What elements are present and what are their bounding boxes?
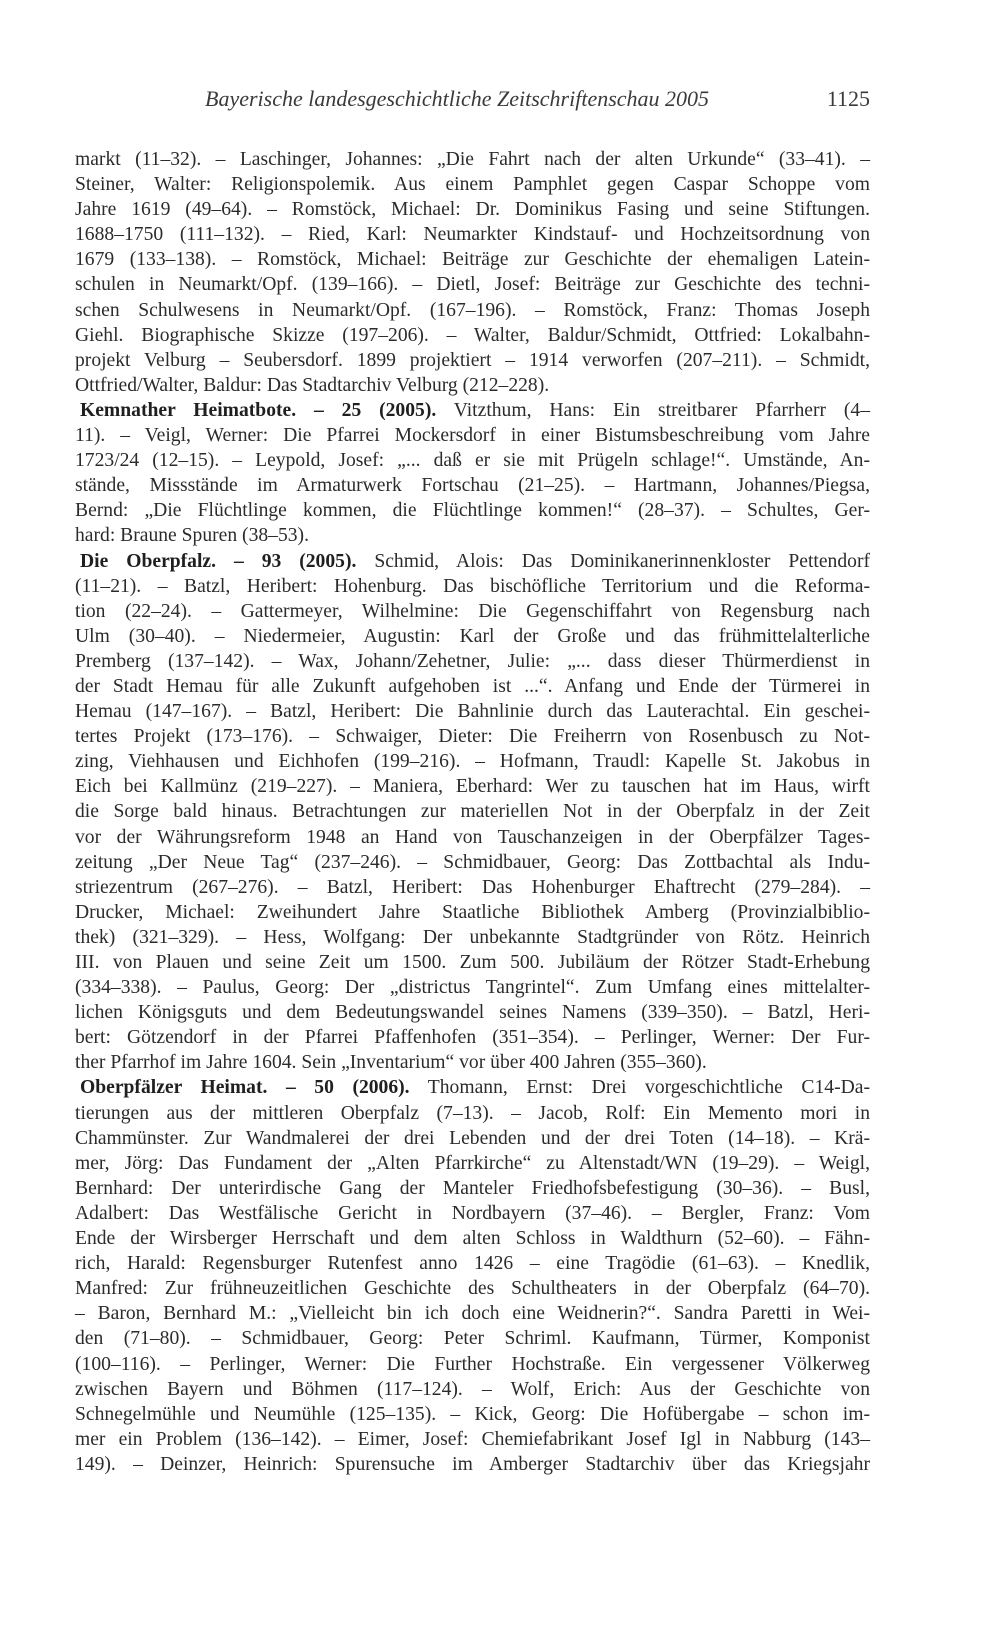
journal-title: Oberpfälzer Heimat. – 50 (2006). xyxy=(80,1077,410,1099)
text-line xyxy=(75,247,870,272)
line-text: die Sorge bald hinaus. Betrachtungen zur materiellen Not in der Oberpfalz in der Zeit xyxy=(75,801,870,823)
line-text: schen Schulwesens in Neumarkt/Opf. (167–196). – Romstöck, Franz: Thomas Joseph xyxy=(75,299,870,321)
line-text: 1679 (133–138). – Romstöck, Michael: Beiträge zur Geschichte der ehemaligen Latein- xyxy=(75,249,870,271)
line-text: vor der Währungsreform 1948 an Hand von Tauschanzeigen in der Oberpfälzer Tages- xyxy=(75,826,870,848)
text-line xyxy=(75,599,870,624)
line-text: Ulm (30–40). – Niedermeier, Augustin: Karl der Große und das frühmittelalterliche xyxy=(75,625,870,647)
text-line xyxy=(75,147,870,172)
text-line xyxy=(75,724,870,749)
text-line xyxy=(75,323,870,348)
line-text: 11). – Veigl, Werner: Die Pfarrei Mockersdorf in einer Bistumsbeschreibung vom Jahre xyxy=(75,425,870,447)
text-line xyxy=(75,925,870,950)
line-text: Thomann, Ernst: Drei vorgeschichtliche C14-Da- xyxy=(409,1077,870,1099)
line-text: Schmid, Alois: Das Dominikanerinnenkloster Pettendorf xyxy=(356,550,871,572)
text-line xyxy=(75,1251,870,1276)
line-text: ther Pfarrhof im Jahre 1604. Sein „Inventarium“ vor über 400 Jahren (355–360). xyxy=(75,1052,707,1074)
text-line xyxy=(75,1201,870,1226)
text-line xyxy=(75,222,870,247)
text-line xyxy=(75,975,870,1000)
text-line xyxy=(75,799,870,824)
journal-title: Kemnather Heimatbote. – 25 (2005). xyxy=(80,399,437,421)
line-text: Ende der Wirsberger Herrschaft und dem alten Schloss in Waldthurn (52–60). – Fähn- xyxy=(75,1228,870,1250)
text-line xyxy=(75,172,870,197)
line-text: 1688–1750 (111–132). – Ried, Karl: Neumarkter Kindstauf- und Hochzeitsordnung von xyxy=(75,224,870,246)
text-line xyxy=(75,1025,870,1050)
text-line xyxy=(75,1176,870,1201)
line-text: rich, Harald: Regensburger Rutenfest anno 1426 – eine Tragödie (61–63). – Knedlik, xyxy=(75,1253,870,1275)
text-line xyxy=(75,1151,870,1176)
line-text: Adalbert: Das Westfälische Gericht in Nordbayern (37–46). – Bergler, Franz: Vom xyxy=(75,1202,870,1224)
line-text: Giehl. Biographische Skizze (197–206). – Walter, Baldur/Schmidt, Ottfried: Lokalbahn- xyxy=(75,324,870,346)
line-text: Bernd: „Die Flüchtlinge kommen, die Flüchtlinge kommen!“ (28–37). – Schultes, Ger- xyxy=(75,500,870,522)
line-text: Ottfried/Walter, Baldur: Das Stadtarchiv Velburg (212–228). xyxy=(75,374,550,396)
line-text: thek) (321–329). – Hess, Wolfgang: Der unbekannte Stadtgründer von Rötz. Heinrich xyxy=(75,926,870,948)
line-text: striezentrum (267–276). – Batzl, Heribert: Das Hohenburger Ehaftrecht (279–284). – xyxy=(75,876,870,898)
line-text: stände, Missstände im Armaturwerk Fortschau (21–25). – Hartmann, Johannes/Piegsa, xyxy=(75,475,870,497)
text-line xyxy=(75,1050,870,1075)
line-text: mer, Jörg: Das Fundament der „Alten Pfarrkirche“ zu Altenstadt/WN (19–29). – Weigl, xyxy=(75,1152,870,1174)
line-text: (100–116). – Perlinger, Werner: Die Further Hochstraße. Ein vergessener Völkerweg xyxy=(75,1353,870,1375)
line-text: zeitung „Der Neue Tag“ (237–246). – Schmidbauer, Georg: Das Zottbachtal als Indu- xyxy=(75,851,870,873)
text-line xyxy=(75,1126,870,1151)
line-text: – Baron, Bernhard M.: „Vielleicht bin ich doch eine Weidnerin?“. Sandra Paretti in Wei- xyxy=(75,1303,870,1325)
text-line xyxy=(75,298,870,323)
text-line xyxy=(75,1402,870,1427)
line-text: 1723/24 (12–15). – Leypold, Josef: „... daß er sie mit Prügeln schlage!“. Umstände, An- xyxy=(75,450,870,472)
line-text: schulen in Neumarkt/Opf. (139–166). – Dietl, Josef: Beiträge zur Geschichte des techni- xyxy=(75,274,870,296)
text-line xyxy=(75,950,870,975)
text-line xyxy=(75,574,870,599)
line-text: Eich bei Kallmünz (219–227). – Maniera, Eberhard: Wer zu tauschen hat im Haus, wirft xyxy=(75,776,870,798)
line-text: Manfred: Zur frühneuzeitlichen Geschichte des Schultheaters in der Oberpfalz (64–70). xyxy=(75,1278,870,1300)
line-text: Chammünster. Zur Wandmalerei der drei Lebenden und der drei Toten (14–18). – Krä- xyxy=(75,1127,870,1149)
line-text: lichen Königsguts und dem Bedeutungswandel seines Namens (339–350). – Batzl, Heri- xyxy=(75,1002,870,1024)
line-text: den (71–80). – Schmidbauer, Georg: Peter Schriml. Kaufmann, Türmer, Komponist xyxy=(75,1328,870,1350)
page-number: 1125 xyxy=(826,86,870,111)
text-line xyxy=(75,699,870,724)
text-line xyxy=(75,1000,870,1025)
line-text: tion (22–24). – Gattermeyer, Wilhelmine: Die Gegenschiffahrt von Regensburg nach xyxy=(75,600,870,622)
text-line xyxy=(75,448,870,473)
running-header xyxy=(205,86,870,116)
text-line xyxy=(75,498,870,523)
line-text: Premberg (137–142). – Wax, Johann/Zehetner, Julie: „... dass dieser Thürmerdienst in xyxy=(75,650,870,672)
text-line xyxy=(75,423,870,448)
journal-entry-heading-line xyxy=(75,1075,870,1100)
text-line xyxy=(75,373,870,398)
line-text: hard: Braune Spuren (38–53). xyxy=(75,525,309,547)
text-line xyxy=(75,197,870,222)
line-text: zwischen Bayern und Böhmen (117–124). – Wolf, Erich: Aus der Geschichte von xyxy=(75,1378,870,1400)
line-text: Schnegelmühle und Neumühle (125–135). – Kick, Georg: Die Hofübergabe – schon im- xyxy=(75,1403,870,1425)
line-text: Steiner, Walter: Religionspolemik. Aus einem Pamphlet gegen Caspar Schoppe vom xyxy=(75,174,870,196)
bibliography-text xyxy=(75,147,870,1477)
text-line xyxy=(75,1352,870,1377)
text-line xyxy=(75,749,870,774)
text-line xyxy=(75,900,870,925)
text-line xyxy=(75,1377,870,1402)
line-text: (334–338). – Paulus, Georg: Der „districtus Tangrintel“. Zum Umfang eines mittelalter- xyxy=(75,977,870,999)
text-line xyxy=(75,272,870,297)
journal-entry-heading-line xyxy=(75,549,870,574)
line-text: markt (11–32). – Laschinger, Johannes: „Die Fahrt nach der alten Urkunde“ (33–41). – xyxy=(75,149,870,170)
journal-title: Die Oberpfalz. – 93 (2005). xyxy=(80,550,357,572)
text-line xyxy=(75,523,870,548)
text-line xyxy=(75,1226,870,1251)
line-text: Hemau (147–167). – Batzl, Heribert: Die Bahnlinie durch das Lauterachtal. Ein geschei- xyxy=(75,701,870,723)
text-line xyxy=(75,850,870,875)
line-text: tertes Projekt (173–176). – Schwaiger, Dieter: Die Freiherrn von Rosenbusch zu Not- xyxy=(75,726,870,748)
line-text: III. von Plauen und seine Zeit um 1500. Zum 500. Jubiläum der Rötzer Stadt-Erhebung xyxy=(75,952,870,973)
line-text: projekt Velburg – Seubersdorf. 1899 projektiert – 1914 verworfen (207–211). – Schmidt, xyxy=(75,349,870,371)
text-line xyxy=(75,875,870,900)
line-text: tierungen aus der mittleren Oberpfalz (7–13). – Jacob, Rolf: Ein Memento mori in xyxy=(75,1102,870,1124)
text-line xyxy=(75,674,870,699)
text-line xyxy=(75,774,870,799)
text-line xyxy=(75,348,870,373)
running-title: Bayerische landesgeschichtliche Zeitschriftenschau 2005 xyxy=(205,86,710,111)
text-line xyxy=(75,1452,870,1477)
line-text: bert: Götzendorf in der Pfarrei Pfaffenhofen (351–354). – Perlinger, Werner: Der Fur- xyxy=(75,1027,870,1049)
text-line xyxy=(75,1276,870,1301)
text-line xyxy=(75,1101,870,1126)
text-line xyxy=(75,1301,870,1326)
line-text: der Stadt Hemau für alle Zukunft aufgehoben ist ...“. Anfang und Ende der Türmerei in xyxy=(75,675,870,697)
line-text: mer ein Problem (136–142). – Eimer, Josef: Chemiefabrikant Josef Igl in Nabburg (143– xyxy=(75,1428,870,1450)
text-line xyxy=(75,624,870,649)
line-text: Vitzthum, Hans: Ein streitbarer Pfarrherr (4– xyxy=(436,399,870,421)
line-text: (11–21). – Batzl, Heribert: Hohenburg. Das bischöfliche Territorium und die Reforma- xyxy=(75,575,870,597)
text-line xyxy=(75,649,870,674)
text-line xyxy=(75,825,870,850)
line-text: 149). – Deinzer, Heinrich: Spurensuche im Amberger Stadtarchiv über das Kriegsjahr xyxy=(75,1453,870,1475)
text-line xyxy=(75,473,870,498)
line-text: Drucker, Michael: Zweihundert Jahre Staatliche Bibliothek Amberg (Provinzialbiblio- xyxy=(75,901,870,923)
line-text: zing, Viehhausen und Eichhofen (199–216). – Hofmann, Traudl: Kapelle St. Jakobus in xyxy=(75,751,870,773)
text-line xyxy=(75,1326,870,1351)
text-line xyxy=(75,1427,870,1452)
line-text: Jahre 1619 (49–64). – Romstöck, Michael: Dr. Dominikus Fasing und seine Stiftungen. xyxy=(75,199,870,221)
line-text: Bernhard: Der unterirdische Gang der Manteler Friedhofsbefestigung (30–36). – Busl, xyxy=(75,1177,870,1199)
journal-entry-heading-line xyxy=(75,398,870,423)
